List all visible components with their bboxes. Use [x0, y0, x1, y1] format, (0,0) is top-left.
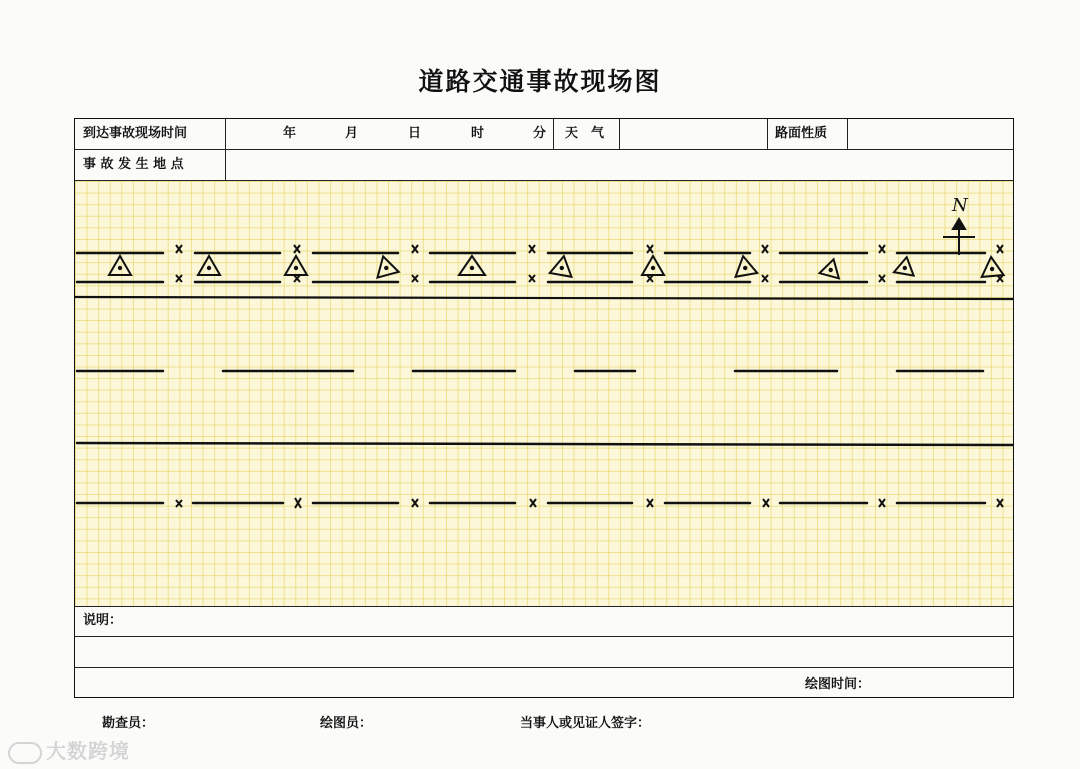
traffic-cone-icon	[980, 256, 1004, 277]
traffic-cone-icon	[459, 256, 485, 275]
month-label: 月	[345, 126, 359, 141]
accident-scene-form	[74, 118, 1014, 698]
x-mark-icon	[997, 499, 1003, 507]
x-mark-icon	[412, 499, 418, 507]
traffic-cone-icon	[198, 256, 220, 275]
x-mark-icon	[294, 245, 300, 282]
traffic-cones	[109, 254, 1004, 279]
traffic-cone-icon	[642, 256, 664, 275]
hour-label: 时	[471, 126, 485, 141]
x-marks	[176, 245, 1003, 508]
minute-label: 分	[533, 126, 547, 141]
road-divider-line	[77, 443, 1013, 445]
arrival-time-label: 到达事故现场时间	[83, 126, 188, 141]
watermark-logo-icon	[8, 742, 42, 764]
explanation-label: 说明：	[83, 613, 123, 628]
document-title: 道路交通事故现场图	[418, 67, 662, 96]
x-mark-icon	[997, 245, 1003, 282]
x-mark-icon	[412, 245, 418, 282]
x-mark-icon	[295, 498, 301, 508]
traffic-cone-icon	[109, 256, 131, 275]
traffic-cone-icon	[820, 257, 844, 279]
drawing-time-label: 绘图时间：	[805, 677, 871, 692]
road-edge-line	[75, 297, 1013, 299]
column-divider	[619, 119, 620, 149]
column-divider	[553, 119, 554, 149]
x-mark-icon	[763, 499, 769, 507]
drafter-label: 绘图员：	[320, 716, 373, 731]
row-divider	[75, 606, 1013, 607]
road-surface-label: 路面性质	[775, 126, 828, 141]
x-mark-icon	[176, 500, 182, 507]
day-label: 日	[408, 126, 422, 141]
traffic-cone-icon	[285, 256, 307, 275]
column-divider	[767, 119, 768, 149]
traffic-cone-icon	[732, 254, 757, 277]
north-arrow-icon	[943, 219, 975, 255]
traffic-cone-icon	[373, 254, 399, 278]
accident-location-label: 事 故 发 生 地 点	[83, 157, 184, 172]
party-witness-signature-label: 当事人或见证人签字：	[520, 716, 651, 731]
road-sketch	[75, 181, 1013, 606]
x-mark-icon	[762, 245, 768, 282]
traffic-cone-icon	[550, 254, 575, 277]
watermark-text: 大数跨境	[46, 739, 130, 763]
traffic-cone-icon	[894, 255, 917, 275]
row-divider	[75, 636, 1013, 637]
column-divider	[225, 119, 226, 180]
inspector-label: 勘查员：	[102, 716, 155, 731]
row-divider	[75, 149, 1013, 150]
scene-sketch-grid	[75, 181, 1013, 606]
row-divider	[75, 667, 1013, 668]
x-mark-icon	[530, 499, 536, 507]
x-mark-icon	[879, 245, 885, 282]
x-mark-icon	[879, 499, 885, 507]
weather-label: 天 气	[565, 126, 605, 141]
x-mark-icon	[529, 245, 535, 282]
x-mark-icon	[176, 245, 182, 282]
column-divider	[847, 119, 848, 149]
x-mark-icon	[647, 499, 653, 507]
year-label: 年	[283, 126, 297, 141]
north-label: N	[952, 195, 968, 216]
watermark	[8, 735, 130, 764]
